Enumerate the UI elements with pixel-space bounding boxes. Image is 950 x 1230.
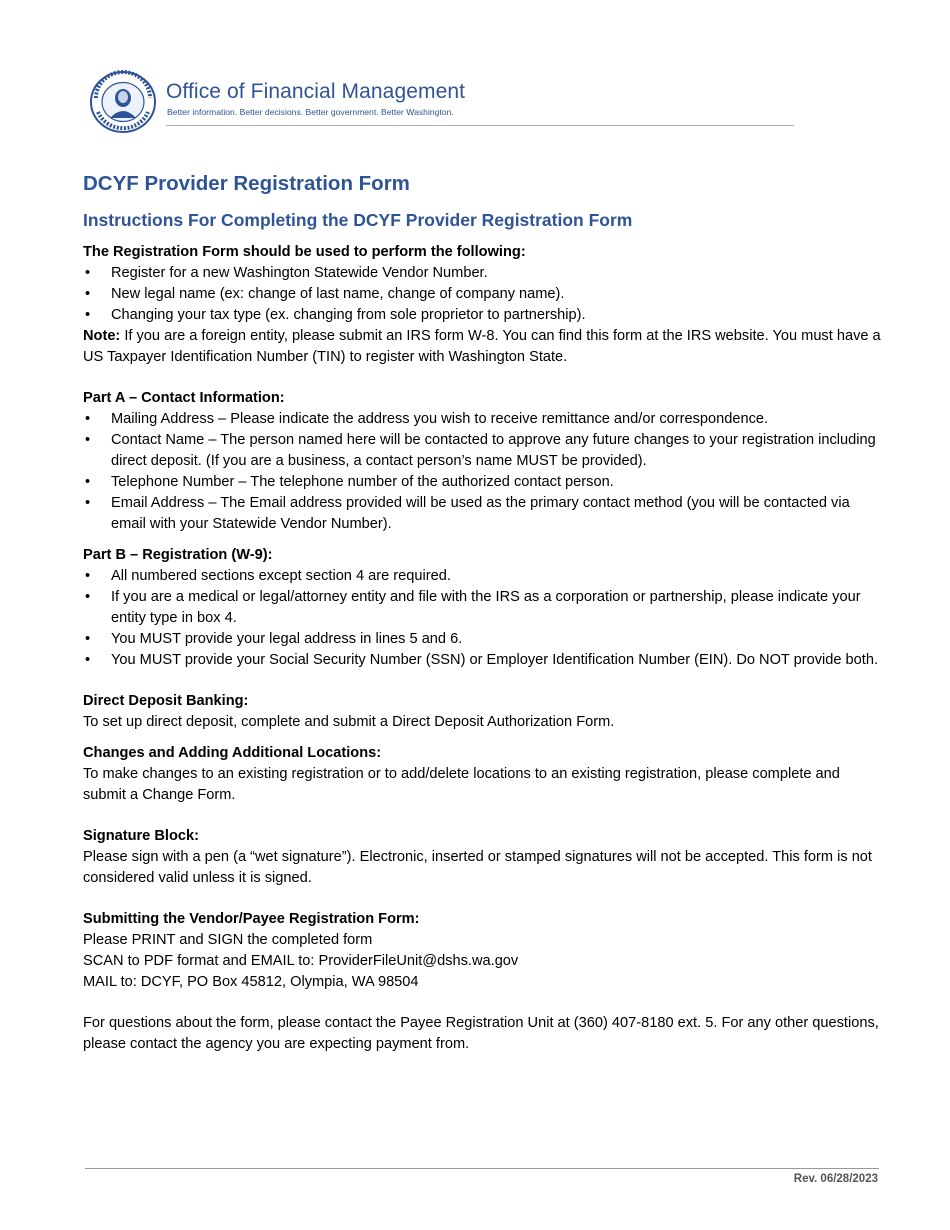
footer-divider xyxy=(85,1168,879,1169)
letterhead xyxy=(88,70,794,130)
changes-heading: Changes and Adding Additional Locations: xyxy=(83,745,382,761)
instructions-body xyxy=(83,170,883,1055)
note-text: If you are a foreign entity, please submit an IRS form W-8. You can find this form at the IRS website. You must have a US Taxpayer Identification Number (TIN) to register with Washington State. xyxy=(83,328,881,365)
list-item: • You MUST provide your Social Security Number (SSN) or Employer Identification Number (EIN). Do NOT provide both. xyxy=(83,650,883,671)
list-item: • You MUST provide your legal address in lines 5 and 6. xyxy=(83,629,883,650)
page-subtitle: Instructions For Completing the DCYF Provider Registration Form xyxy=(83,210,633,230)
submitting-heading: Submitting the Vendor/Payee Registration Form: xyxy=(83,911,420,927)
foreign-entity-note xyxy=(83,326,883,368)
part-a-list xyxy=(83,409,883,535)
questions-text: For questions about the form, please contact the Payee Registration Unit at (360) 407-8180 ext. 5. For any other questions, please contact the agency you are expecting payment from. xyxy=(83,1015,879,1052)
direct-deposit-heading: Direct Deposit Banking: xyxy=(83,693,249,709)
part-a-heading: Part A – Contact Information: xyxy=(83,390,285,406)
list-item: • New legal name (ex: change of last name, change of company name). xyxy=(83,284,883,305)
list-item: • Email Address – The Email address provided will be used as the primary contact method (you will be contacted via email with your Statewide Vendor Number). xyxy=(83,493,883,535)
signature-heading: Signature Block: xyxy=(83,828,199,844)
changes-text: To make changes to an existing registration or to add/delete locations to an existing registration, please complete and submit a Change Form. xyxy=(83,766,840,803)
list-item: • Mailing Address – Please indicate the address you wish to receive remittance and/or correspondence. xyxy=(83,409,883,430)
list-item: • Telephone Number – The telephone number of the authorized contact person. xyxy=(83,472,883,493)
revision-date: Rev. 06/28/2023 xyxy=(793,1173,878,1185)
submitting-line: MAIL to: DCYF, PO Box 45812, Olympia, WA 98504 xyxy=(83,974,419,990)
list-item: • Changing your tax type (ex. changing from sole proprietor to partnership). xyxy=(83,305,883,326)
direct-deposit-text: To set up direct deposit, complete and submit a Direct Deposit Authorization Form. xyxy=(83,714,615,730)
list-item: • Register for a new Washington Statewide Vendor Number. xyxy=(83,263,883,284)
signature-text: Please sign with a pen (a “wet signature”). Electronic, inserted or stamped signatures will not be accepted. This form is not considered valid unless it is signed. xyxy=(83,849,872,886)
list-item: • If you are a medical or legal/attorney entity and file with the IRS as a corporation or partnership, please indicate your entity type in box 4. xyxy=(83,587,883,629)
header-divider xyxy=(166,125,794,126)
part-b-list xyxy=(83,566,883,671)
org-tagline: Better information. Better decisions. Better government. Better Washington. xyxy=(167,107,454,117)
washington-state-seal-icon xyxy=(88,70,158,134)
org-name: Office of Financial Management xyxy=(166,80,466,103)
intro-heading: The Registration Form should be used to perform the following: xyxy=(83,244,526,260)
part-b-heading: Part B – Registration (W-9): xyxy=(83,547,273,563)
note-label: Note: xyxy=(83,328,121,344)
submitting-line: Please PRINT and SIGN the completed form xyxy=(83,932,373,948)
submitting-line: SCAN to PDF format and EMAIL to: ProviderFileUnit@dshs.wa.gov xyxy=(83,953,519,969)
list-item: • Contact Name – The person named here will be contacted to approve any future changes to your registration including direct deposit. (If you are a business, a contact person’s name MUST be provided). xyxy=(83,430,883,472)
list-item: • All numbered sections except section 4 are required. xyxy=(83,566,883,587)
intro-list xyxy=(83,263,883,326)
page-title: DCYF Provider Registration Form xyxy=(83,172,410,195)
